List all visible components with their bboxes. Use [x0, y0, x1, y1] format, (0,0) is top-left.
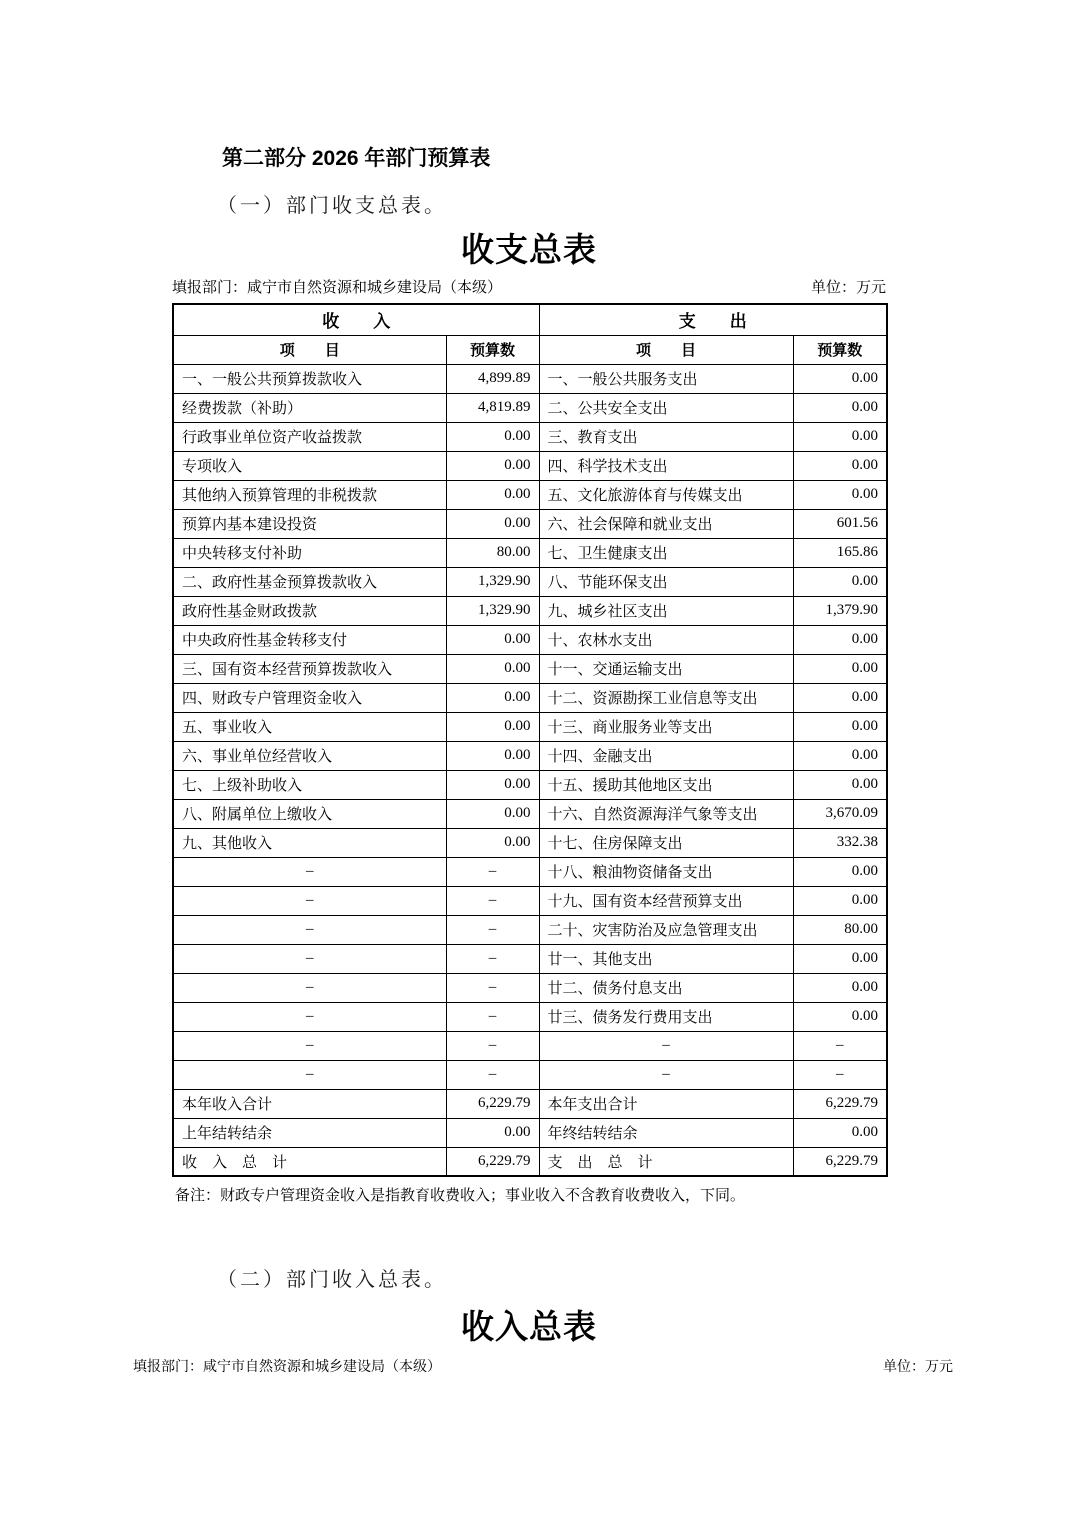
- income-item-cell: 六、事业单位经营收入: [173, 741, 446, 770]
- table-row: [173, 828, 887, 857]
- income-value-cell: –: [446, 857, 539, 886]
- income-value-cell: 0.00: [446, 451, 539, 480]
- table-row: [173, 944, 887, 973]
- expense-value-cell: 0.00: [793, 886, 887, 915]
- income-value-cell: 6,229.79: [446, 1147, 539, 1176]
- table-row: [173, 1002, 887, 1031]
- income-item-cell: 中央转移支付补助: [173, 538, 446, 567]
- income-item-cell: 五、事业收入: [173, 712, 446, 741]
- income-item-cell: –: [173, 1002, 446, 1031]
- table-row: [173, 480, 887, 509]
- table-row: [173, 799, 887, 828]
- expense-item-cell: 十一、交通运输支出: [539, 654, 793, 683]
- income-item-cell: 收 入 总 计: [173, 1147, 446, 1176]
- expense-value-cell: 6,229.79: [793, 1147, 887, 1176]
- table-row: [173, 422, 887, 451]
- expense-value-cell: 0.00: [793, 683, 887, 712]
- table-row: [173, 1147, 887, 1176]
- unit-label-2: 单位：万元: [883, 1360, 953, 1375]
- table-row: [173, 654, 887, 683]
- table-row: [173, 741, 887, 770]
- expense-item-cell: 廿二、债务付息支出: [539, 973, 793, 1002]
- table-row: [173, 1060, 887, 1089]
- income-value-cell: 0.00: [446, 683, 539, 712]
- subsection-1-heading: （一）部门收支总表。: [217, 195, 447, 217]
- income-value-cell: 0.00: [446, 480, 539, 509]
- income-value-cell: 0.00: [446, 509, 539, 538]
- income-value-cell: –: [446, 973, 539, 1002]
- expense-item-cell: 四、科学技术支出: [539, 451, 793, 480]
- summary-table-meta: [172, 276, 886, 297]
- expense-value-cell: 3,670.09: [793, 799, 887, 828]
- expense-item-cell: 廿一、其他支出: [539, 944, 793, 973]
- income-value-cell: 0.00: [446, 1118, 539, 1147]
- income-value-cell: 0.00: [446, 625, 539, 654]
- income-value-cell: –: [446, 944, 539, 973]
- expense-item-cell: 二十、灾害防治及应急管理支出: [539, 915, 793, 944]
- unit-label: 单位：万元: [810, 280, 886, 296]
- income-value-cell: –: [446, 1031, 539, 1060]
- expense-value-cell: 0.00: [793, 712, 887, 741]
- income-value-cell: 4,819.89: [446, 393, 539, 422]
- expense-item-cell: 六、社会保障和就业支出: [539, 509, 793, 538]
- income-item-cell: 经费拨款（补助）: [173, 393, 446, 422]
- income-value-cell: –: [446, 915, 539, 944]
- expense-value-cell: 80.00: [793, 915, 887, 944]
- table-row: [173, 509, 887, 538]
- expense-item-cell: –: [539, 1060, 793, 1089]
- expense-value-cell: 0.00: [793, 944, 887, 973]
- table-row: [173, 538, 887, 567]
- income-item-cell: 本年收入合计: [173, 1089, 446, 1118]
- expense-value-cell: 0.00: [793, 422, 887, 451]
- income-value-cell: 0.00: [446, 422, 539, 451]
- expense-item-cell: 五、文化旅游体育与传媒支出: [539, 480, 793, 509]
- income-value-cell: 4,899.89: [446, 364, 539, 393]
- income-value-cell: 0.00: [446, 828, 539, 857]
- income-item-cell: –: [173, 915, 446, 944]
- income-item-cell: 八、附属单位上缴收入: [173, 799, 446, 828]
- table-row: [173, 915, 887, 944]
- income-item-cell: 上年结转结余: [173, 1118, 446, 1147]
- income-item-cell: –: [173, 857, 446, 886]
- income-value-cell: 1,329.90: [446, 567, 539, 596]
- expense-value-cell: 1,379.90: [793, 596, 887, 625]
- table-row: [173, 770, 887, 799]
- expense-item-cell: 二、公共安全支出: [539, 393, 793, 422]
- table-row: [173, 1031, 887, 1060]
- income-item-cell: 行政事业单位资产收益拨款: [173, 422, 446, 451]
- income-table-title: 收入总表: [461, 1310, 597, 1346]
- expense-value-cell: 0.00: [793, 393, 887, 422]
- table-row: [173, 596, 887, 625]
- income-budget-header: 预算数: [446, 335, 539, 364]
- table-row: [173, 886, 887, 915]
- expense-value-cell: 332.38: [793, 828, 887, 857]
- income-table-meta: [133, 1356, 953, 1376]
- income-value-cell: –: [446, 1002, 539, 1031]
- income-item-cell: 专项收入: [173, 451, 446, 480]
- expense-budget-header: 预算数: [793, 335, 887, 364]
- income-item-cell: –: [173, 944, 446, 973]
- dept-label-2: 填报部门：咸宁市自然资源和城乡建设局（本级）: [133, 1360, 441, 1375]
- table-group-header-row: [173, 304, 887, 335]
- section-heading: 第二部分 2026 年部门预算表: [222, 147, 491, 170]
- table-row: [173, 857, 887, 886]
- expense-value-cell: 0.00: [793, 1118, 887, 1147]
- expense-value-cell: 0.00: [793, 480, 887, 509]
- income-item-cell: –: [173, 886, 446, 915]
- subsection-2-heading: （二）部门收入总表。: [217, 1269, 447, 1291]
- income-value-cell: –: [446, 886, 539, 915]
- expense-value-cell: 0.00: [793, 741, 887, 770]
- income-section-header: 收 入: [173, 304, 539, 335]
- table-row: [173, 567, 887, 596]
- summary-table-title: 收支总表: [461, 233, 597, 269]
- income-item-cell: –: [173, 973, 446, 1002]
- expenditure-section-header: 支 出: [539, 304, 887, 335]
- income-value-cell: 0.00: [446, 770, 539, 799]
- expense-item-cell: 九、城乡社区支出: [539, 596, 793, 625]
- table-row: [173, 364, 887, 393]
- expense-item-cell: 十、农林水支出: [539, 625, 793, 654]
- table-column-header-row: [173, 335, 887, 364]
- expense-item-header: 项 目: [539, 335, 793, 364]
- income-item-cell: 政府性基金财政拨款: [173, 596, 446, 625]
- income-value-cell: 1,329.90: [446, 596, 539, 625]
- expense-value-cell: 0.00: [793, 625, 887, 654]
- expense-value-cell: 0.00: [793, 451, 887, 480]
- income-item-header: 项 目: [173, 335, 446, 364]
- expense-item-cell: 十三、商业服务业等支出: [539, 712, 793, 741]
- summary-table-body: [173, 364, 887, 1176]
- expense-item-cell: 十七、住房保障支出: [539, 828, 793, 857]
- income-item-cell: 二、政府性基金预算拨款收入: [173, 567, 446, 596]
- expense-value-cell: –: [793, 1060, 887, 1089]
- income-item-cell: 一、一般公共预算拨款收入: [173, 364, 446, 393]
- expense-item-cell: 年终结转结余: [539, 1118, 793, 1147]
- table-row: [173, 625, 887, 654]
- table-row: [173, 712, 887, 741]
- expense-item-cell: 十六、自然资源海洋气象等支出: [539, 799, 793, 828]
- income-value-cell: 0.00: [446, 712, 539, 741]
- expense-item-cell: 七、卫生健康支出: [539, 538, 793, 567]
- expense-item-cell: 本年支出合计: [539, 1089, 793, 1118]
- table-note: 备注：财政专户管理资金收入是指教育收费收入；事业收入不含教育收费收入，下同。: [175, 1188, 746, 1204]
- expense-item-cell: –: [539, 1031, 793, 1060]
- expense-item-cell: 三、教育支出: [539, 422, 793, 451]
- income-value-cell: –: [446, 1060, 539, 1089]
- expense-item-cell: 十九、国有资本经营预算支出: [539, 886, 793, 915]
- income-value-cell: 6,229.79: [446, 1089, 539, 1118]
- income-value-cell: 80.00: [446, 538, 539, 567]
- income-item-cell: 其他纳入预算管理的非税拨款: [173, 480, 446, 509]
- income-value-cell: 0.00: [446, 799, 539, 828]
- table-row: [173, 973, 887, 1002]
- expense-value-cell: 0.00: [793, 567, 887, 596]
- summary-table: [172, 303, 888, 1177]
- income-item-cell: 三、国有资本经营预算拨款收入: [173, 654, 446, 683]
- expense-item-cell: 廿三、债务发行费用支出: [539, 1002, 793, 1031]
- expense-value-cell: 165.86: [793, 538, 887, 567]
- table-row: [173, 1118, 887, 1147]
- income-item-cell: 四、财政专户管理资金收入: [173, 683, 446, 712]
- income-item-cell: 中央政府性基金转移支付: [173, 625, 446, 654]
- expense-item-cell: 十五、援助其他地区支出: [539, 770, 793, 799]
- expense-item-cell: 十八、粮油物资储备支出: [539, 857, 793, 886]
- income-item-cell: –: [173, 1031, 446, 1060]
- table-row: [173, 683, 887, 712]
- expense-value-cell: 6,229.79: [793, 1089, 887, 1118]
- expense-value-cell: 0.00: [793, 364, 887, 393]
- income-item-cell: 七、上级补助收入: [173, 770, 446, 799]
- expense-item-cell: 一、一般公共服务支出: [539, 364, 793, 393]
- expense-value-cell: 0.00: [793, 857, 887, 886]
- expense-value-cell: 0.00: [793, 770, 887, 799]
- expense-item-cell: 八、节能环保支出: [539, 567, 793, 596]
- expense-value-cell: 601.56: [793, 509, 887, 538]
- expense-item-cell: 十四、金融支出: [539, 741, 793, 770]
- expense-value-cell: 0.00: [793, 1002, 887, 1031]
- expense-item-cell: 十二、资源勘探工业信息等支出: [539, 683, 793, 712]
- income-item-cell: 预算内基本建设投资: [173, 509, 446, 538]
- income-item-cell: 九、其他收入: [173, 828, 446, 857]
- dept-label: 填报部门：咸宁市自然资源和城乡建设局（本级）: [172, 280, 503, 296]
- income-value-cell: 0.00: [446, 741, 539, 770]
- expense-item-cell: 支 出 总 计: [539, 1147, 793, 1176]
- expense-value-cell: 0.00: [793, 973, 887, 1002]
- income-value-cell: 0.00: [446, 654, 539, 683]
- income-item-cell: –: [173, 1060, 446, 1089]
- table-row: [173, 451, 887, 480]
- table-row: [173, 393, 887, 422]
- table-row: [173, 1089, 887, 1118]
- expense-value-cell: –: [793, 1031, 887, 1060]
- expense-value-cell: 0.00: [793, 654, 887, 683]
